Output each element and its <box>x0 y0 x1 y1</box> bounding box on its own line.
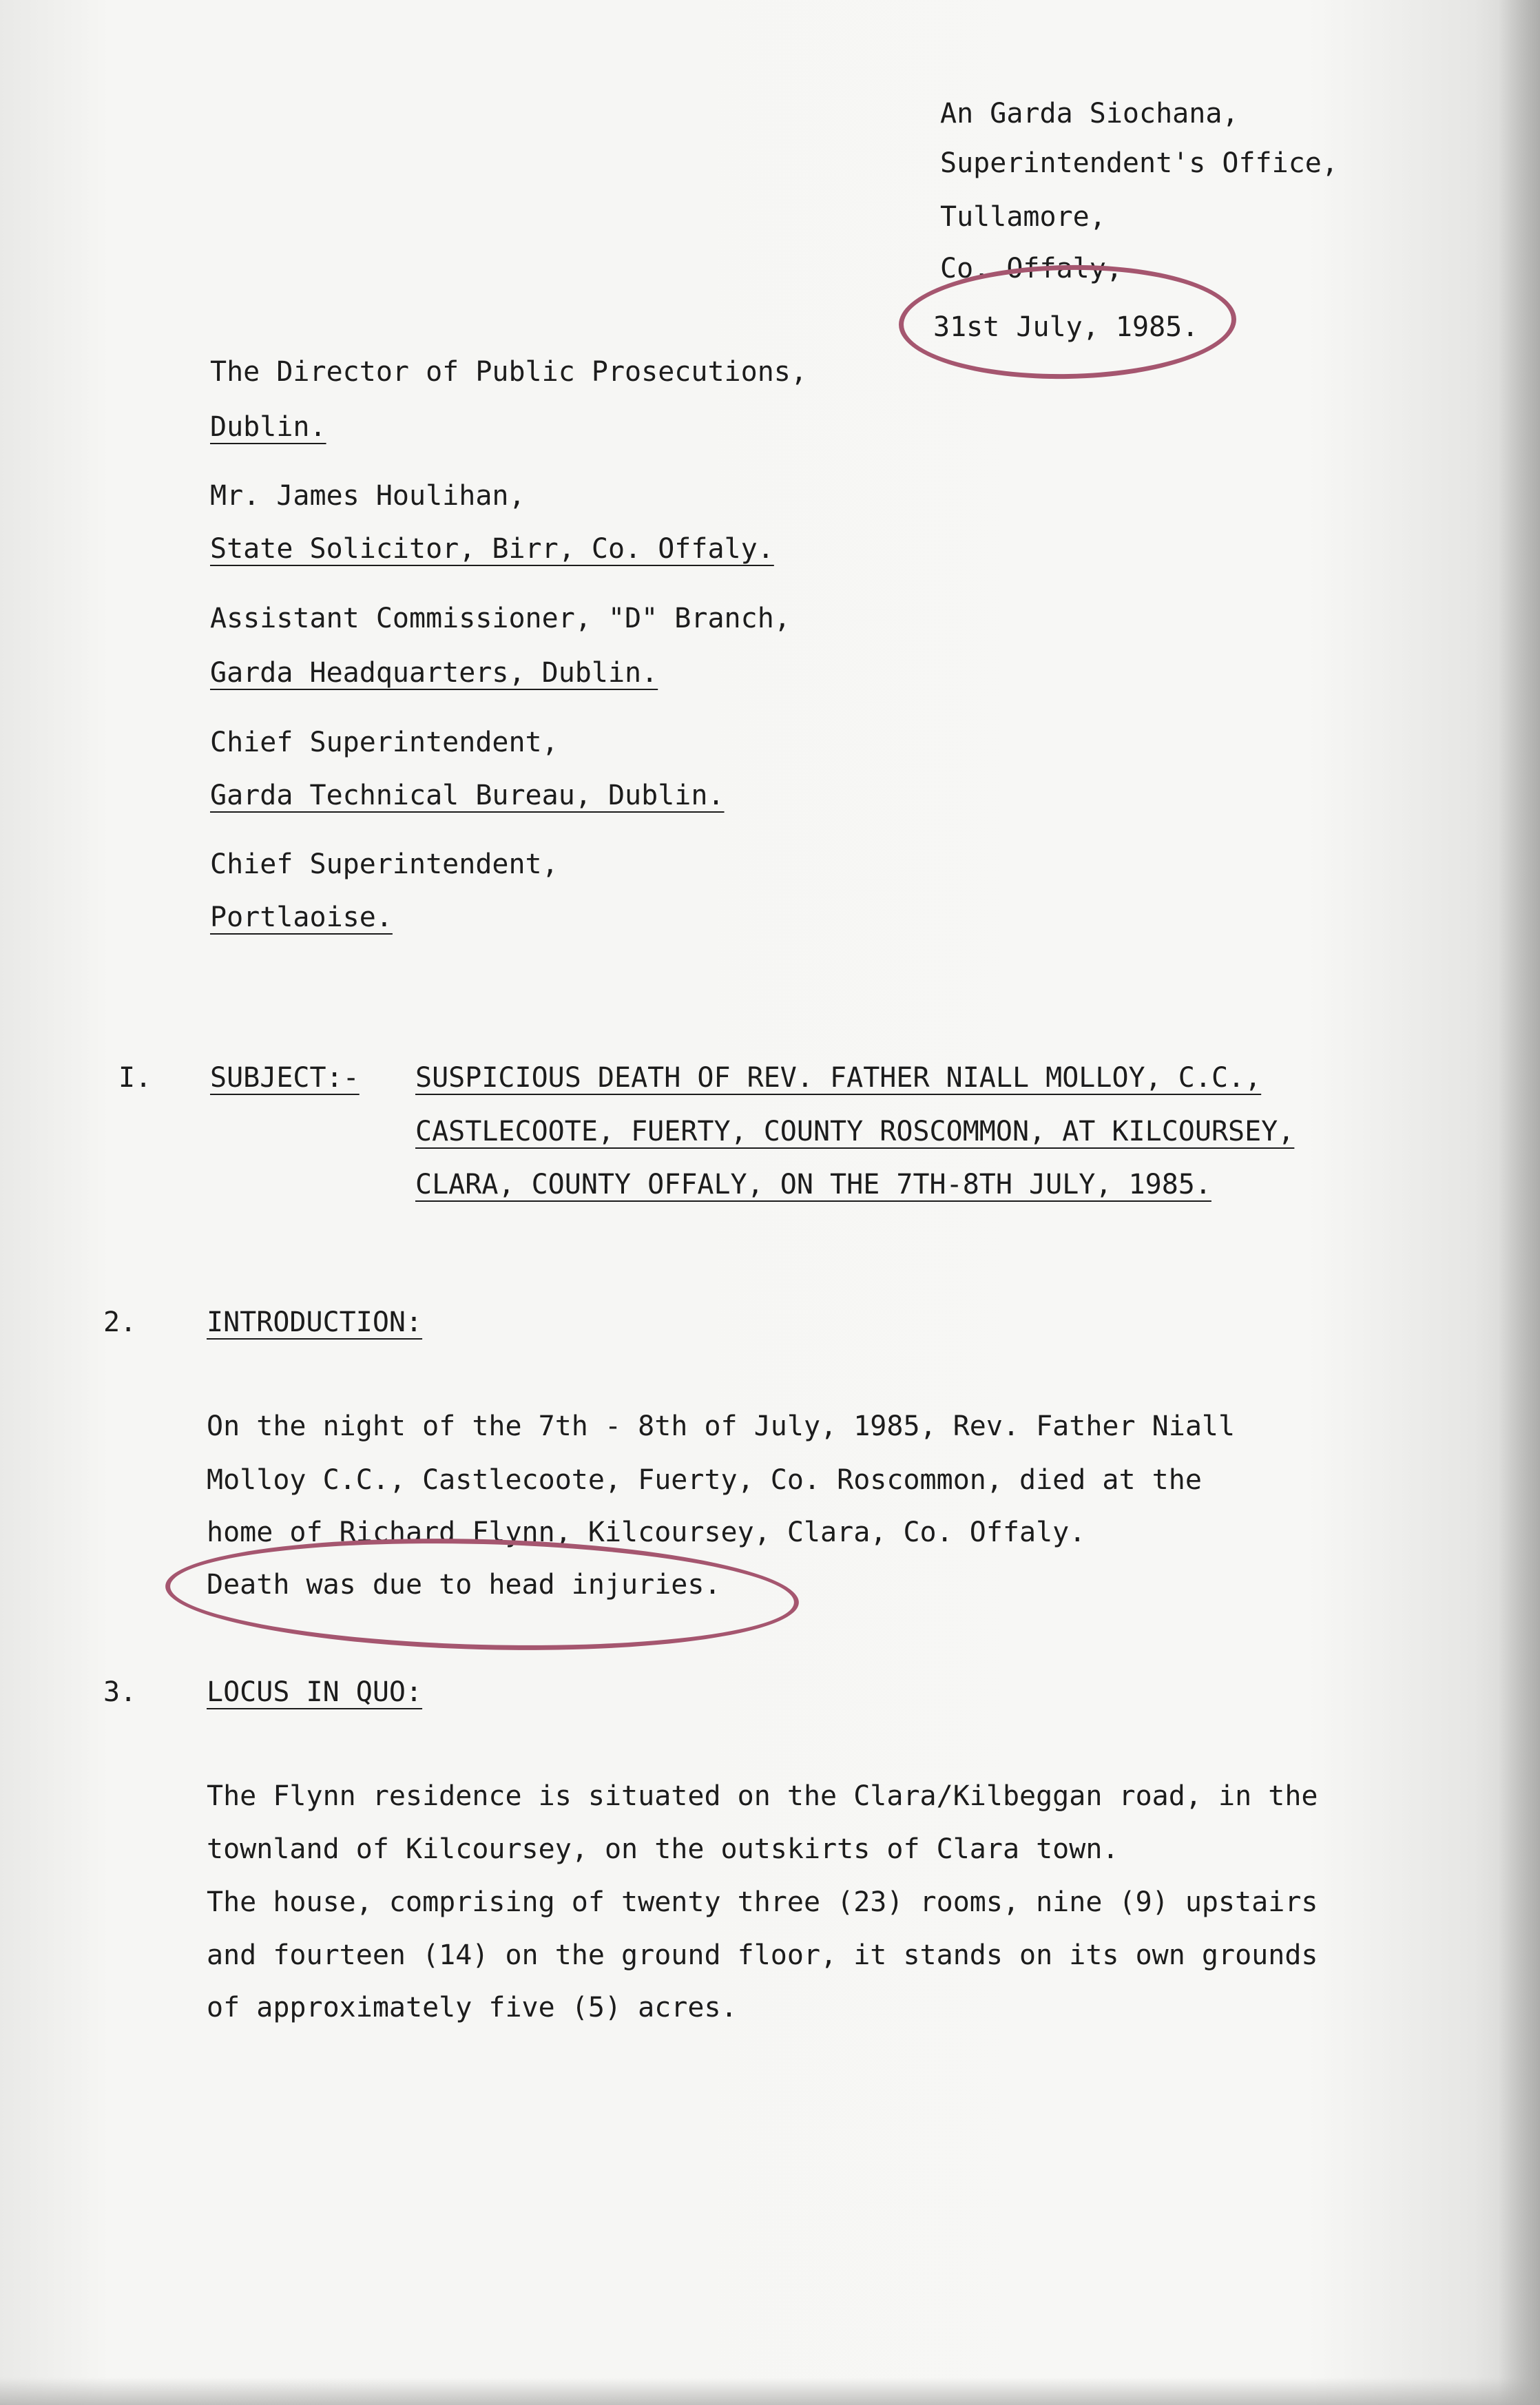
section-number: I. <box>118 1062 152 1094</box>
recipient-location: Portlaoise. <box>210 902 393 933</box>
section-heading: LOCUS IN QUO: <box>207 1676 423 1708</box>
subject-line: CLARA, COUNTY OFFALY, ON THE 7TH-8TH JULY, 1985. <box>415 1169 1211 1200</box>
recipient-location: State Solicitor, Birr, Co. Offaly. <box>210 533 774 565</box>
section-heading: INTRODUCTION: <box>207 1306 423 1338</box>
section-heading: SUBJECT:- <box>210 1062 360 1094</box>
header-address-line: An Garda Siochana, <box>940 98 1239 129</box>
body-text-line: Death was due to head injuries. <box>207 1569 721 1601</box>
body-text-line: and fourteen (14) on the ground floor, it stands on its own grounds <box>207 1939 1318 1971</box>
page-edge-shadow-bottom <box>0 2377 1540 2405</box>
recipient-name: Chief Superintendent, <box>210 848 559 880</box>
recipient-location: Dublin. <box>210 411 326 443</box>
body-text-line: The house, comprising of twenty three (23) rooms, nine (9) upstairs <box>207 1886 1318 1918</box>
recipient-name: Assistant Commissioner, "D" Branch, <box>210 603 791 634</box>
body-text-line: Molloy C.C., Castlecoote, Fuerty, Co. Roscommon, died at the <box>207 1464 1202 1496</box>
subject-line: CASTLECOOTE, FUERTY, COUNTY ROSCOMMON, AT KILCOURSEY, <box>415 1116 1295 1147</box>
handwritten-circle-cause <box>164 1531 800 1658</box>
body-text-line: The Flynn residence is situated on the Clara/Kilbeggan road, in the <box>207 1780 1318 1812</box>
header-address-line: Co. Offaly, <box>940 253 1123 284</box>
recipient-name: The Director of Public Prosecutions, <box>210 356 807 388</box>
body-text-line: townland of Kilcoursey, on the outskirts of Clara town. <box>207 1833 1119 1865</box>
body-text-line: On the night of the 7th - 8th of July, 1985, Rev. Father Niall <box>207 1410 1236 1442</box>
body-text-line: of approximately five (5) acres. <box>207 1992 738 2023</box>
section-number: 2. <box>103 1306 137 1338</box>
subject-line: SUSPICIOUS DEATH OF REV. FATHER NIALL MOLLOY, C.C., <box>415 1062 1262 1094</box>
header-address-line: Tullamore, <box>940 201 1106 233</box>
recipient-location: Garda Technical Bureau, Dublin. <box>210 780 725 811</box>
body-text-line: home of Richard Flynn, Kilcoursey, Clara, Co. Offaly. <box>207 1517 1086 1548</box>
recipient-name: Mr. James Houlihan, <box>210 480 526 512</box>
section-number: 3. <box>103 1676 137 1708</box>
header-address-line: Superintendent's Office, <box>940 147 1338 179</box>
header-date: 31st July, 1985. <box>933 311 1199 343</box>
recipient-location: Garda Headquarters, Dublin. <box>210 657 658 689</box>
recipient-name: Chief Superintendent, <box>210 727 559 758</box>
page-edge-shadow <box>1499 0 1540 2405</box>
